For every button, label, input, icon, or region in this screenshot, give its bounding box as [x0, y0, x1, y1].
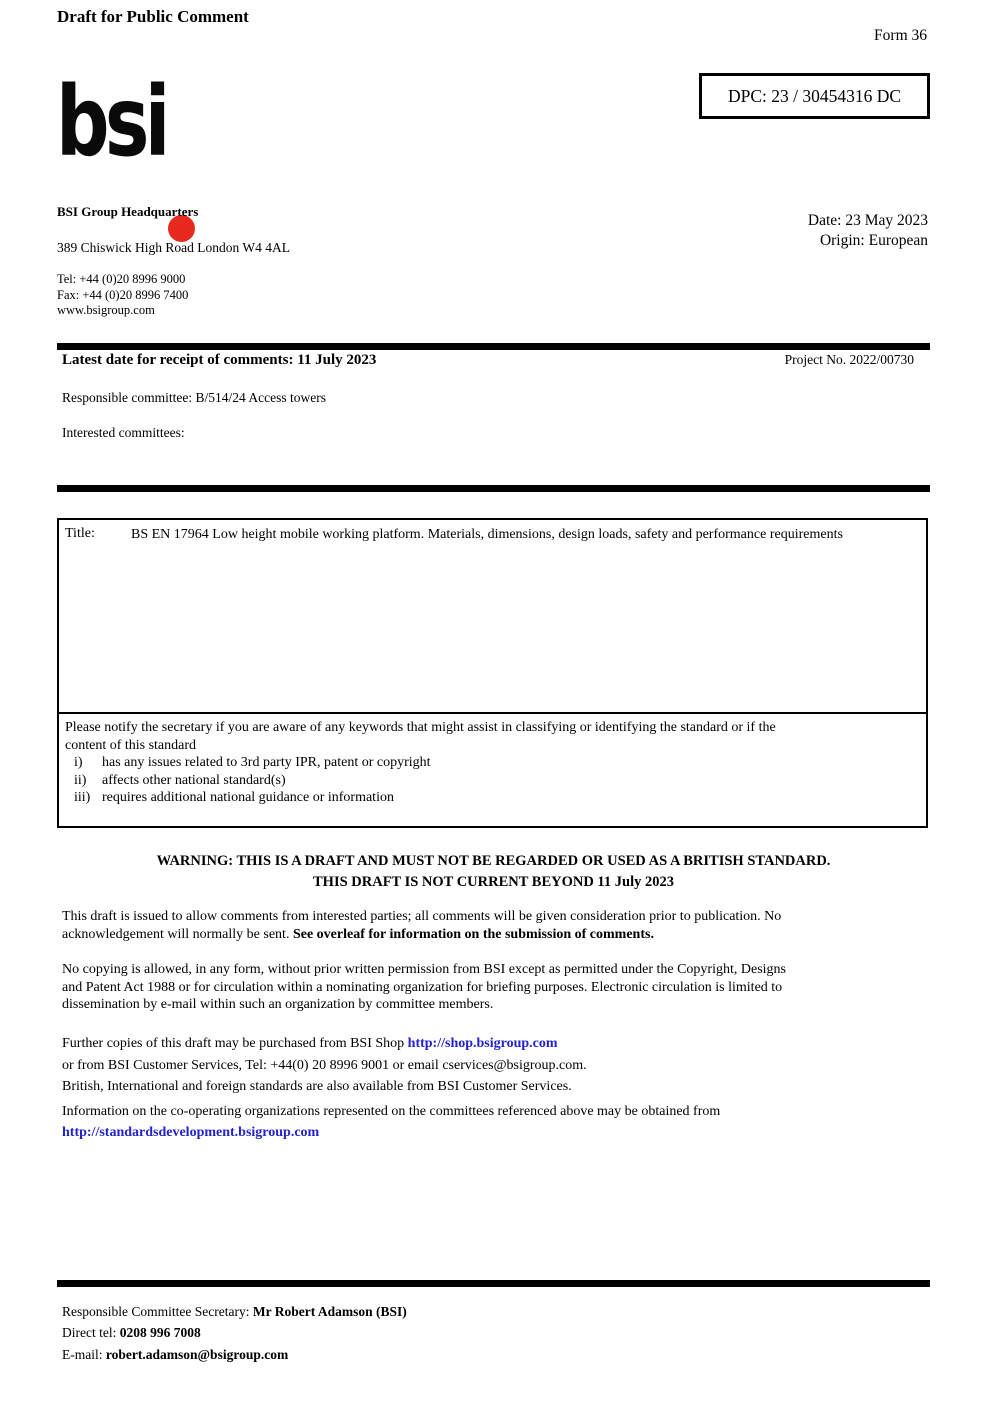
- divider-bar-middle: [57, 485, 930, 492]
- origin-line: Origin: European: [819, 232, 928, 249]
- keywords-item-marker: iii): [74, 790, 91, 805]
- paragraph-line: No copying is allowed, in any form, without prior written permission from BSI except as permitted under the Copyright, Designs: [62, 962, 786, 977]
- standards-development-link[interactable]: http://standardsdevelopment.bsigroup.com: [62, 1125, 320, 1140]
- paragraph-line: or from BSI Customer Services, Tel: +44(0) 20 8996 9001 or email cservices@bsigroup.com.: [62, 1057, 587, 1073]
- warning-line-1: WARNING: THIS IS A DRAFT AND MUST NOT BE REGARDED OR USED AS A BRITISH STANDARD.: [156, 853, 831, 869]
- paragraph-cooperating-orgs: [62, 1101, 935, 1143]
- project-number: Project No. 2022/00730: [784, 352, 914, 367]
- paragraph-line: [62, 1122, 935, 1143]
- bsi-logo: [56, 66, 276, 178]
- keywords-item: [65, 754, 918, 772]
- dpc-number-box: [699, 73, 930, 119]
- hq-website: www.bsigroup.com: [57, 303, 155, 317]
- date-origin-block: [808, 211, 928, 251]
- secretary-tel-line: [62, 1322, 407, 1343]
- bsi-logo-text: bsi: [56, 66, 166, 178]
- keywords-item-text: requires additional national guidance or information: [102, 790, 394, 805]
- paragraph-line: and Patent Act 1988 or for circulation within a nominating organization for briefing purposes. Electronic circulation is limited to: [62, 979, 783, 995]
- bsi-shop-link[interactable]: http://shop.bsigroup.com: [407, 1036, 558, 1051]
- paragraph-line: British, International and foreign standards are also available from BSI Customer Services.: [62, 1079, 572, 1094]
- latest-date-label: Latest date for receipt of comments: 11 July 2023: [62, 352, 377, 368]
- paragraph-text: Further copies of this draft may be purchased from BSI Shop: [62, 1036, 408, 1051]
- hq-tel: Tel: +44 (0)20 8996 9000: [57, 272, 186, 286]
- keywords-item: [65, 772, 918, 790]
- keywords-box: [59, 714, 926, 826]
- keywords-intro-line: Please notify the secretary if you are aware of any keywords that might assist in classifying or identifying the standard or if the: [65, 720, 776, 735]
- keywords-intro-line: content of this standard: [65, 737, 197, 753]
- paragraph-further-copies: [62, 1033, 935, 1098]
- headquarters-block: [57, 204, 397, 319]
- form-number: Form 36: [874, 27, 927, 44]
- paragraph-line: dissemination by e-mail within such an organization by committee members.: [62, 997, 494, 1012]
- draft-warning: [57, 851, 930, 892]
- secretary-email-label: E-mail:: [62, 1346, 106, 1362]
- dpc-number: DPC: 23 / 30454316 DC: [727, 85, 902, 106]
- hq-fax: Fax: +44 (0)20 8996 7400: [57, 287, 189, 302]
- secretary-tel: 0208 996 7008: [119, 1325, 201, 1341]
- keywords-item-marker: ii): [74, 772, 87, 788]
- date-line: Date: 23 May 2023: [807, 212, 928, 229]
- secretary-email-line: [62, 1344, 407, 1365]
- warning-line-2: THIS DRAFT IS NOT CURRENT BEYOND 11 July 2023: [313, 873, 674, 890]
- hq-address: 389 Chiswick High Road London W4 4AL: [57, 240, 290, 255]
- comments-deadline-row: [62, 352, 930, 369]
- title-and-keywords-box: [57, 518, 928, 828]
- secretary-block: [62, 1301, 407, 1365]
- title-box: [59, 520, 926, 714]
- draft-for-public-comment-title: Draft for Public Comment: [57, 7, 249, 26]
- paragraph-draft-issued: [62, 908, 935, 943]
- paragraph-line: [62, 1033, 935, 1055]
- overleaf-note-bold: See overleaf for information on the submission of comments.: [292, 926, 654, 942]
- title-text: BS EN 17964 Low height mobile working platform. Materials, dimensions, design loads, safety and performance requirements: [131, 527, 843, 542]
- paragraph-text: acknowledgement will normally be sent.: [62, 926, 293, 942]
- title-label: Title:: [65, 526, 95, 541]
- interested-committees: Interested committees:: [62, 425, 185, 440]
- keywords-item-text: has any issues related to 3rd party IPR, patent or copyright: [102, 755, 431, 770]
- secretary-name: Mr Robert Adamson (BSI): [252, 1304, 407, 1319]
- hq-title: BSI Group Headquarters: [57, 204, 199, 219]
- keywords-item: [65, 789, 918, 807]
- secretary-tel-label: Direct tel:: [62, 1325, 120, 1341]
- paragraph-line: This draft is issued to allow comments from interested parties; all comments will be given consideration prior to publication. No: [62, 909, 782, 924]
- responsible-committee: Responsible committee: B/514/24 Access towers: [62, 390, 326, 405]
- divider-bar-top: [57, 343, 930, 350]
- paragraph-line: [62, 926, 935, 944]
- secretary-name-label: Responsible Committee Secretary:: [62, 1304, 253, 1319]
- secretary-email: robert.adamson@bsigroup.com: [105, 1346, 289, 1362]
- divider-bar-bottom: [57, 1280, 930, 1287]
- secretary-name-line: [62, 1301, 407, 1322]
- keywords-item-text: affects other national standard(s): [102, 772, 286, 788]
- paragraph-no-copying: [62, 961, 935, 1014]
- keywords-item-marker: i): [74, 755, 83, 770]
- paragraph-line: Information on the co-operating organizations represented on the committees referenced above may be obtained from: [62, 1104, 721, 1119]
